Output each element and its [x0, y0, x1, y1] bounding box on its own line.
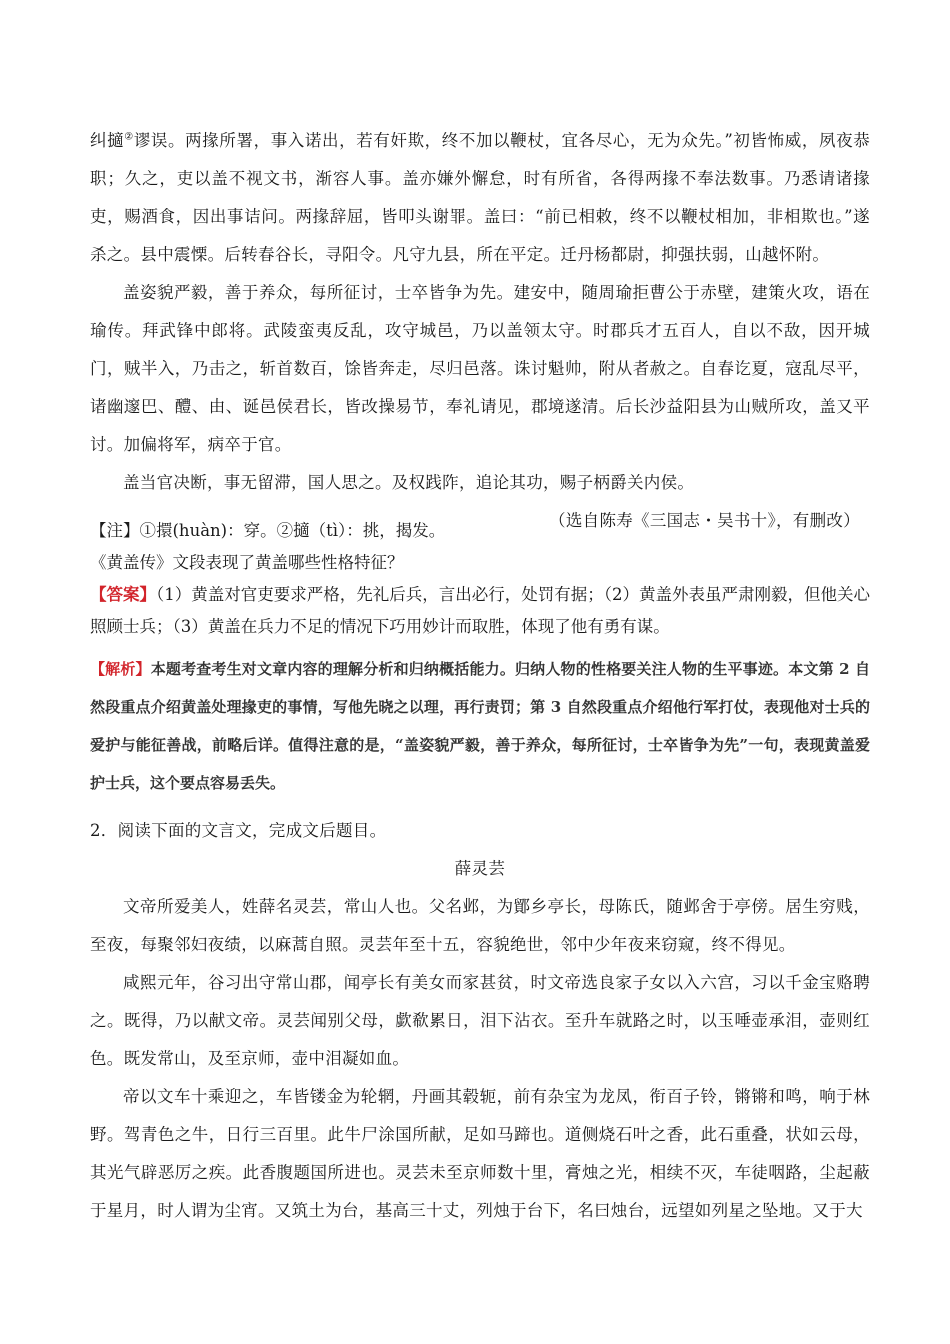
paragraph: 盖姿貌严毅，善于养众，每所征讨，士卒皆争为先。建安中，随周瑜拒曹公于赤壁，建策火攻，语在瑜传。拜武锋中郎将。武陵蛮夷反乱，攻守城邑，乃以盖领太守。时郡兵才五百人，自以不敌，因开城门，贼半入，乃击之，斩首数百，馀皆奔走，尽归邑落。诛讨魁帅，附从者赦之。自春讫夏，寇乱尽平，诸幽邃巴、醴、由、诞邑侯君长，皆改操易节，奉礼请见，郡境遂清。后长沙益阳县为山贼所攻，盖又平讨。加偏将军，病卒于官。	[90, 283, 870, 454]
analysis-text: 本题考查考生对文章内容的理解分析和归纳概括能力。归纳人物的性格要关注人物的生平事迹。本文第 2 自然段重点介绍黄盖处理掾吏的事情，写他先晓之以理，再行责罚；第 3 自然段重点介绍他行军打仗，表现他对士兵的爱护与能征善战，前略后详。值得注意的是，“盖姿貌严毅，善于养众，每所征讨，士卒皆争为先”一句，表现黄盖爱护士兵，这个要点容易丢失。	[90, 660, 870, 792]
paragraph: 盖当官决断，事无留滞，国人思之。及权践阼，追论其功，赐子柄爵关内侯。	[123, 473, 695, 492]
paragraph	[90, 122, 870, 274]
analysis-paragraph	[90, 650, 870, 802]
source-citation: （选自陈寿《三国志・吴书十》，有删改）	[549, 511, 860, 530]
passage-title: 薛灵芸	[454, 859, 506, 878]
question-text: 《黄盖传》文段表现了黄盖哪些性格特征？	[90, 553, 404, 572]
note-block	[90, 515, 870, 643]
paragraph: 文帝所爱美人，姓薛名灵芸，常山人也。父名邺，为鄮乡亭长，母陈氏，随邺舍于亭傍。居生穷贱，至夜，每聚邻妇夜绩，以麻蒿自照。灵芸年至十五，容貌绝世，邻中少年夜来窃窥，终不得见。	[90, 897, 870, 954]
analysis-block	[90, 650, 870, 802]
text-run: 谬误。两掾所署，事入诺出，若有奸欺，终不加以鞭杖，宜各尽心，无为众先。”初皆怖威，夙夜恭职；久之，吏以盖不视文书，渐容人事。盖亦嫌外懈怠，时有所省，各得两掾不奉法数事。乃悉请诸掾吏，赐酒食，因出事诘问。两掾辞屈，皆叩头谢罪。盖曰：“前已相敕，终不以鞭杖相加，非相欺也。”遂杀之。县中震慄。后转春谷长，寻阳令。凡守九县，所在平定。迁丹杨都尉，抑强扶弱，山越怀附。	[90, 131, 871, 264]
footnote-marker: ②	[124, 131, 134, 143]
answer-text: （1）黄盖对官吏要求严格，先礼后兵，言出必行，处罚有据；（2）黄盖外表虽严肃刚毅，但他关心照顾士兵；（3）黄盖在兵力不足的情况下巧用妙计而取胜，体现了他有勇有谋。	[90, 585, 870, 636]
analysis-label: 【解析】	[90, 660, 151, 678]
paragraph: 咸熙元年，谷习出守常山郡，闻亭长有美女而家甚贫，时文帝选良家子女以入六宫，习以千金宝赂聘之。既得，乃以献文帝。灵芸闻别父母，歔欷累日，泪下沾衣。至升车就路之时，以玉唾壶承泪，壶则红色。既发常山，及至京师，壶中泪凝如血。	[90, 973, 870, 1068]
answer-paragraph	[90, 579, 870, 643]
footnote: 【注】①擐(huàn)：穿。②擿（tì）：挑，揭发。	[90, 521, 446, 540]
question-2	[90, 812, 870, 1230]
passage-huang-gai	[90, 122, 870, 540]
question-prompt: 2．阅读下面的文言文，完成文后题目。	[90, 821, 387, 840]
answer-label: 【答案】	[90, 585, 156, 604]
text-run: 纠擿	[90, 131, 125, 150]
paragraph: 帝以文车十乘迎之，车皆镂金为轮辋，丹画其毂轭，前有杂宝为龙凤，衔百子铃，锵锵和鸣，响于林野。驾青色之牛，日行三百里。此牛尸涂国所献，足如马蹄也。道侧烧石叶之香，此石重叠，状如云母，其光气辟恶厉之疾。此香腹题国所进也。灵芸未至京师数十里，膏烛之光，相续不灭，车徒咽路，尘起蔽于星月，时人谓为尘宵。又筑土为台，基高三十丈，列烛于台下，名曰烛台，远望如列星之坠地。又于大	[90, 1087, 870, 1220]
